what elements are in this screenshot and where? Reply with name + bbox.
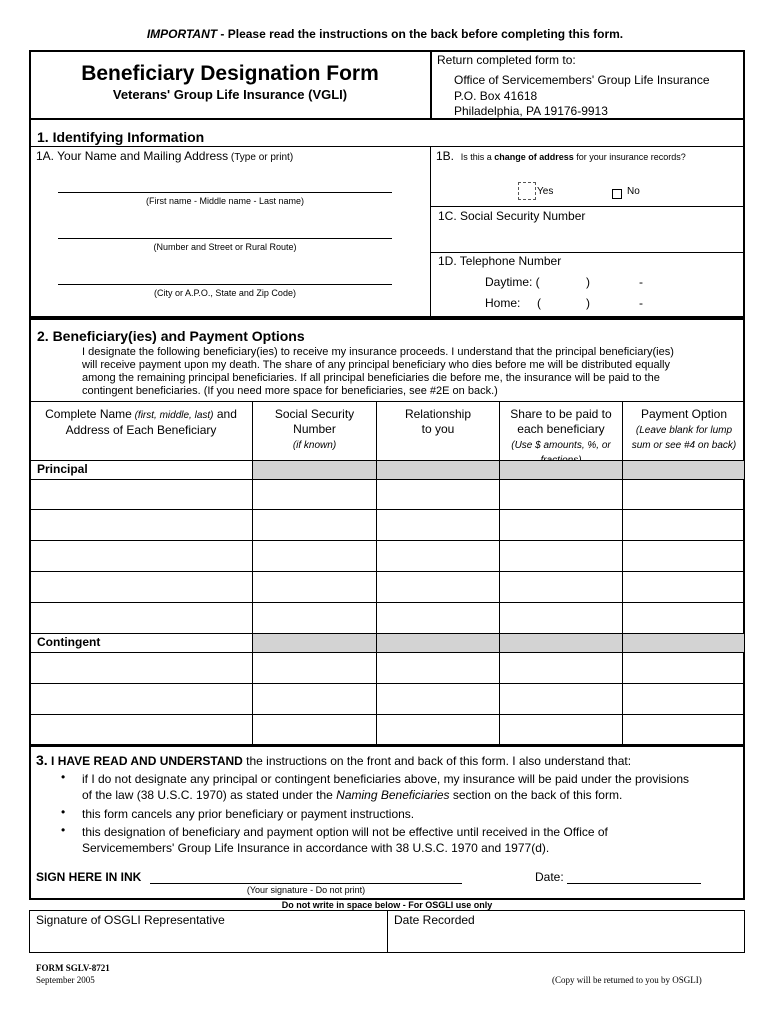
home-dash: -	[639, 296, 643, 310]
important-notice	[0, 27, 770, 41]
signature-input[interactable]	[150, 883, 462, 884]
col-ssn-header: Social Security Number (if known)	[274, 407, 355, 451]
bullet-1-line2: of the law (38 U.S.C. 1970) as stated under the Naming Beneficiaries section on the back of this form.	[82, 788, 623, 802]
name-input[interactable]	[58, 192, 392, 193]
section2-intro-1: I designate the following beneficiary(ies) to receive my insurance proceeds. I understand that the principal beneficiary(ies)	[82, 346, 674, 358]
principal-row-5[interactable]	[31, 604, 743, 632]
osgli-date-recorded-label: Date Recorded	[394, 913, 475, 927]
important-label: IMPORTANT	[146, 27, 218, 41]
bullet-3-line1: this designation of beneficiary and payment option will not be effective until received in the Office of	[82, 825, 608, 839]
ssn-input[interactable]	[432, 226, 742, 250]
q1b-label: 1B. Is this a change of address for your insurance records?	[436, 149, 686, 163]
principal-label: Principal	[37, 462, 88, 476]
no-checkbox[interactable]	[612, 189, 622, 199]
form-number: FORM SGLV-8721	[36, 963, 110, 973]
bullet-3-line2: Servicemembers' Group Life Insurance in accordance with 38 U.S.C. 1970 and 1977(d).	[82, 841, 550, 855]
form-subtitle: Veterans' Group Life Insurance (VGLI)	[112, 87, 348, 102]
contingent-row-3[interactable]	[31, 716, 743, 744]
date-input[interactable]	[567, 883, 701, 884]
bullet-2-text: this form cancels any prior beneficiary or payment instructions.	[82, 807, 415, 821]
contingent-label: Contingent	[37, 635, 101, 649]
q1d-label: 1D. Telephone Number	[438, 254, 562, 268]
section2-intro-3: among the remaining principal beneficiaries. If all principal beneficiaries die before me, the insurance will be paid to the	[82, 372, 660, 384]
street-caption: (Number and Street or Rural Route)	[153, 242, 297, 252]
date-label: Date:	[535, 870, 564, 884]
name-caption: (First name - Middle name - Last name)	[145, 196, 305, 206]
col-name-header: Complete Name (first, middle, last) and Address of Each Beneficiary	[45, 407, 237, 437]
return-line2: P.O. Box 41618	[454, 89, 538, 103]
section2-title: 2. Beneficiary(ies) and Payment Options	[37, 328, 305, 344]
bullet-2-icon: •	[61, 805, 66, 819]
street-input[interactable]	[58, 238, 392, 239]
home-label: Home: (	[485, 296, 542, 310]
principal-row-1[interactable]	[31, 481, 743, 508]
q1c-label: 1C. Social Security Number	[438, 209, 586, 223]
home-paren: )	[586, 296, 590, 310]
col-share-header: Share to be paid to each beneficiary (Use $ amounts, %, or	[510, 407, 612, 451]
col-payment-header: Payment Option (Leave blank for lump sum or see #4 on back)	[631, 407, 737, 451]
no-label: No	[627, 186, 640, 197]
return-line3: Philadelphia, PA 19176-9913	[454, 104, 608, 118]
signature-caption: (Your signature - Do not print)	[246, 885, 366, 895]
col-relationship-header: Relationship to you	[404, 407, 472, 436]
daytime-paren: )	[586, 275, 590, 289]
daytime-label: Daytime: (	[485, 275, 540, 289]
contingent-row-1[interactable]	[31, 654, 743, 682]
sign-here-label: SIGN HERE IN INK	[36, 870, 142, 884]
principal-row-3[interactable]	[31, 542, 743, 570]
section3-heading: 3. I HAVE READ AND UNDERSTAND the instructions on the front and back of this form. I also understand that:	[36, 752, 632, 768]
daytime-dash: -	[639, 275, 643, 289]
return-label: Return completed form to:	[437, 53, 576, 67]
section2-intro-2: will receive payment upon my death. The share of any principal beneficiary who dies before me will be distributed equally	[82, 359, 671, 371]
contingent-row-2[interactable]	[31, 685, 743, 713]
return-line1: Office of Servicemembers' Group Life Insurance	[454, 73, 710, 87]
principal-row-4[interactable]	[31, 573, 743, 601]
city-input[interactable]	[58, 284, 392, 285]
form-title: Beneficiary Designation Form	[81, 62, 379, 85]
copy-note: (Copy will be returned to you by OSGLI)	[552, 975, 702, 985]
section2-intro-4: contingent beneficiaries. (If you need more space for beneficiaries, see #2E on back.)	[82, 385, 498, 397]
bullet-1-icon: •	[61, 770, 66, 784]
q1a-label: 1A. Your Name and Mailing Address (Type or print)	[36, 149, 294, 163]
form-date: September 2005	[36, 975, 95, 985]
yes-checkbox[interactable]	[518, 182, 536, 200]
yes-label: Yes	[537, 186, 554, 197]
section1-title: 1. Identifying Information	[37, 129, 205, 145]
bullet-1-line1: if I do not designate any principal or contingent beneficiaries above, my insurance will be paid under the provisions	[82, 772, 690, 786]
important-text: - Please read the instructions on the back before completing this form.	[217, 27, 624, 41]
city-caption: (City or A.P.O., State and Zip Code)	[154, 288, 296, 298]
bullet-3-icon: •	[61, 823, 66, 837]
osgli-signature-label: Signature of OSGLI Representative	[36, 913, 225, 927]
osgli-notice: Do not write in space below - For OSGLI use only	[281, 900, 493, 910]
principal-row-2[interactable]	[31, 511, 743, 539]
